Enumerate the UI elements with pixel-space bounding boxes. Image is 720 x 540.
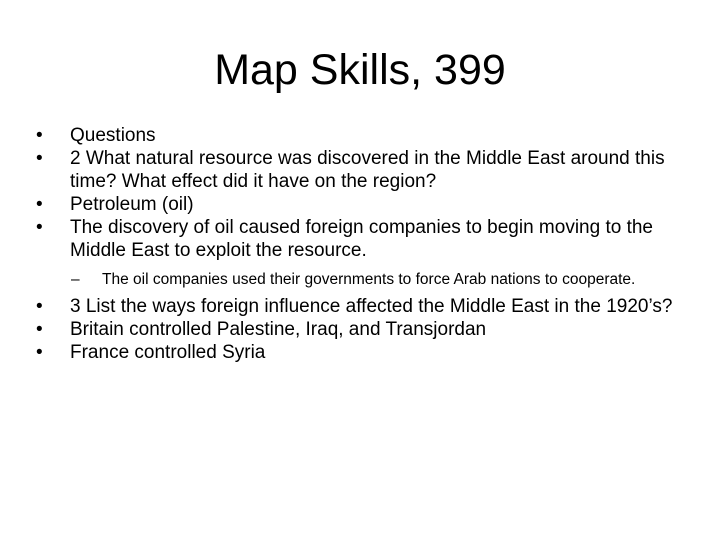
bullet-text: Petroleum (oil) <box>70 194 194 215</box>
bullet-text: Questions <box>70 125 156 146</box>
bullet-text: 3 List the ways foreign influence affected the Middle East in the 1920’s? <box>70 296 673 317</box>
bullet-item <box>36 318 676 341</box>
slide-title: Map Skills, 399 <box>214 46 506 94</box>
sub-bullet-text: The oil companies used their governments to force Arab nations to cooperate. <box>102 271 636 288</box>
bullet-icon: • <box>36 296 43 317</box>
bullet-text: The discovery of oil caused foreign companies to begin moving to the Middle East to exploit the resource. <box>70 217 653 261</box>
bullet-text: Britain controlled Palestine, Iraq, and Transjordan <box>70 319 487 340</box>
bullet-item <box>36 193 676 216</box>
dash-icon: – <box>71 271 80 288</box>
bullet-item <box>36 295 676 318</box>
bullet-icon: • <box>36 125 43 146</box>
sub-bullet-item <box>36 271 676 288</box>
bullet-item <box>36 216 676 262</box>
bullet-text: France controlled Syria <box>70 342 266 363</box>
bullet-icon: • <box>36 194 43 215</box>
bullet-icon: • <box>36 217 43 238</box>
bullet-item <box>36 124 676 147</box>
bullet-item <box>36 341 676 364</box>
bullet-icon: • <box>36 319 43 340</box>
bullet-icon: • <box>36 148 43 169</box>
slide-body <box>36 124 676 364</box>
bullet-item <box>36 147 676 193</box>
bullet-text: 2 What natural resource was discovered in the Middle East around this time? What effect did it have on the region? <box>70 148 665 192</box>
bullet-icon: • <box>36 342 43 363</box>
